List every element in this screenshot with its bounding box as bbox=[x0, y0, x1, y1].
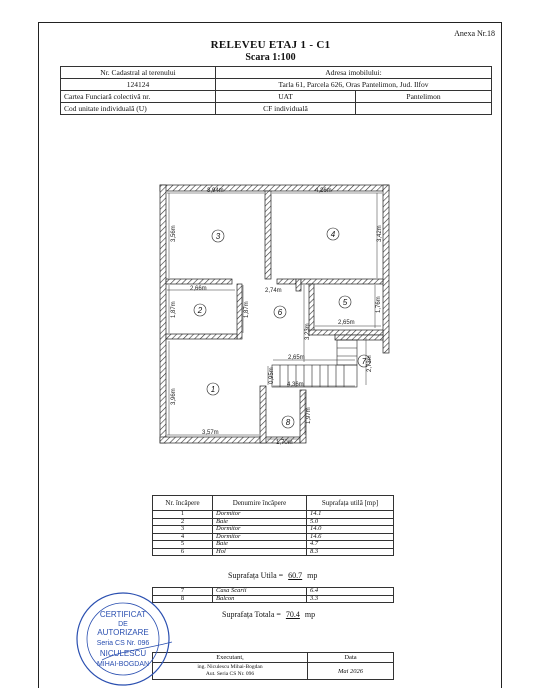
executant-label: Executant, bbox=[153, 653, 308, 663]
wall bbox=[237, 284, 242, 339]
stamp-line: NICULESCU bbox=[99, 649, 147, 658]
row-area: 4.7 bbox=[307, 541, 394, 549]
wall bbox=[160, 185, 166, 443]
dim-label: 3,96m bbox=[171, 388, 177, 405]
wall bbox=[265, 191, 271, 279]
dim-label: 3,56m bbox=[171, 225, 177, 242]
row-name: Dormitor bbox=[213, 511, 307, 519]
row-area: 3.3 bbox=[307, 595, 394, 603]
dim-label: 1,87m bbox=[171, 301, 177, 318]
row-nr: 7 bbox=[153, 588, 213, 596]
useful-label: Suprafața Utila = bbox=[228, 571, 284, 580]
row-name: Dormitor bbox=[213, 526, 307, 534]
dim-label: 2,73m bbox=[367, 355, 373, 372]
dim-label: 2,65m bbox=[288, 355, 305, 361]
row-area: 14.0 bbox=[307, 526, 394, 534]
table-row bbox=[153, 541, 394, 549]
room-number: 5 bbox=[342, 298, 348, 307]
stamp-line: Seria CS Nr. 096 bbox=[96, 640, 150, 647]
cf-individual-label: CF individuală bbox=[216, 103, 356, 115]
useful-area bbox=[228, 571, 317, 580]
dim-label: 0,95m bbox=[269, 367, 275, 384]
extra-table bbox=[152, 587, 394, 603]
row-name: Baie bbox=[213, 541, 307, 549]
row-name: Baie bbox=[213, 518, 307, 526]
row-area: 5.0 bbox=[307, 518, 394, 526]
table-row bbox=[153, 533, 394, 541]
stamp-line: DE bbox=[118, 621, 128, 628]
table-row bbox=[153, 511, 394, 519]
cf-label: Cartea Funciară colectivă nr. bbox=[61, 91, 216, 103]
wall bbox=[301, 279, 383, 284]
dim-label: 4,36m bbox=[287, 382, 304, 388]
wall bbox=[296, 279, 301, 291]
room-number: 6 bbox=[277, 308, 283, 317]
row-nr: 3 bbox=[153, 526, 213, 534]
room-number: 4 bbox=[330, 230, 336, 239]
header-table bbox=[60, 66, 492, 115]
date-label: Data bbox=[308, 653, 394, 663]
row-area: 14.6 bbox=[307, 533, 394, 541]
stamp-line: MIHAI-BOGDAN bbox=[96, 661, 150, 668]
empty-cell bbox=[356, 103, 492, 115]
row-nr: 2 bbox=[153, 518, 213, 526]
dim-label: 2,74m bbox=[265, 288, 282, 294]
stamp-line: CERTIFICAT bbox=[99, 610, 147, 619]
unit-label: Cod unitate individuală (U) bbox=[61, 103, 216, 115]
dim-label: 1,97m bbox=[306, 407, 312, 424]
row-nr: 1 bbox=[153, 511, 213, 519]
total-area bbox=[222, 610, 315, 619]
room-number: 3 bbox=[215, 232, 221, 241]
uat-value: Pantelimon bbox=[356, 91, 492, 103]
uat-label: UAT bbox=[216, 91, 356, 103]
address-label: Adresa imobilului: bbox=[216, 67, 492, 79]
total-value: 70.4 bbox=[285, 610, 300, 619]
row-area: 6.4 bbox=[307, 588, 394, 596]
total-label: Suprafața Totala = bbox=[222, 610, 281, 619]
dim-label: 3,23m bbox=[305, 323, 311, 340]
row-name: Balcon bbox=[213, 595, 307, 603]
row-area: 8.3 bbox=[307, 548, 394, 556]
wall bbox=[309, 330, 383, 335]
wall bbox=[383, 185, 389, 353]
table-row bbox=[153, 588, 394, 596]
dim-label: 3,57m bbox=[202, 430, 219, 436]
row-nr: 5 bbox=[153, 541, 213, 549]
dim-label: 2,65m bbox=[338, 320, 355, 326]
row-area: 14.1 bbox=[307, 511, 394, 519]
row-name: Hol bbox=[213, 548, 307, 556]
executant-series: Aut. Seria CS Nr. 096 bbox=[205, 671, 255, 677]
page-title: RELEVEU ETAJ 1 - C1 bbox=[210, 39, 331, 51]
row-name: Casa Scarii bbox=[213, 588, 307, 596]
dim-label: 1,87m bbox=[244, 301, 250, 318]
stamp-outer-ring bbox=[77, 593, 169, 685]
header-nr: Nr. încăpere bbox=[153, 496, 213, 511]
wall bbox=[160, 185, 389, 191]
staircase bbox=[272, 340, 357, 387]
wall bbox=[166, 279, 232, 284]
executant-table bbox=[152, 652, 394, 680]
rooms-table bbox=[152, 495, 394, 556]
dim-label: 2,66m bbox=[190, 286, 207, 292]
room-number: 2 bbox=[197, 306, 203, 315]
dim-label: 3,94m bbox=[207, 188, 224, 194]
total-unit: mp bbox=[304, 610, 316, 619]
room-number: 7 bbox=[361, 357, 367, 366]
header-area: Suprafața utilă [mp] bbox=[307, 496, 394, 511]
cadastral-label: Nr. Cadastral al terenului bbox=[61, 67, 216, 79]
executant-name: ing. Niculescu Mihai-Bogdan bbox=[197, 664, 263, 670]
wall bbox=[277, 279, 296, 284]
table-row bbox=[153, 526, 394, 534]
address-value: Tarla 61, Parcela 626, Oras Pantelimon, Jud. Ilfov bbox=[216, 79, 492, 91]
dim-label: 1,76m bbox=[376, 296, 382, 313]
stamp-line: AUTORIZARE bbox=[97, 628, 149, 637]
table-row bbox=[153, 595, 394, 603]
table-row bbox=[153, 518, 394, 526]
header-name: Denumire încăpere bbox=[213, 496, 307, 511]
floor-plan bbox=[155, 180, 400, 455]
room-number: 1 bbox=[210, 385, 216, 394]
wall bbox=[166, 334, 237, 339]
dim-label: 4,26m bbox=[315, 188, 332, 194]
useful-value: 60.7 bbox=[288, 571, 303, 580]
row-nr: 6 bbox=[153, 548, 213, 556]
date-value: Mai 2026 bbox=[308, 663, 394, 680]
row-name: Dormitor bbox=[213, 533, 307, 541]
row-nr: 8 bbox=[153, 595, 213, 603]
scale-label: Scara 1:100 bbox=[245, 52, 296, 63]
wall bbox=[335, 335, 383, 340]
row-nr: 4 bbox=[153, 533, 213, 541]
wall bbox=[260, 386, 266, 443]
cadastral-value: 124124 bbox=[61, 79, 216, 91]
certificate-stamp bbox=[62, 590, 184, 688]
dim-label: 3,42m bbox=[377, 225, 383, 242]
room-number: 8 bbox=[285, 418, 291, 427]
table-row bbox=[153, 548, 394, 556]
useful-unit: mp bbox=[307, 571, 318, 580]
dim-label: 1,70m bbox=[276, 440, 293, 446]
annex-number: Anexa Nr.18 bbox=[454, 29, 495, 38]
